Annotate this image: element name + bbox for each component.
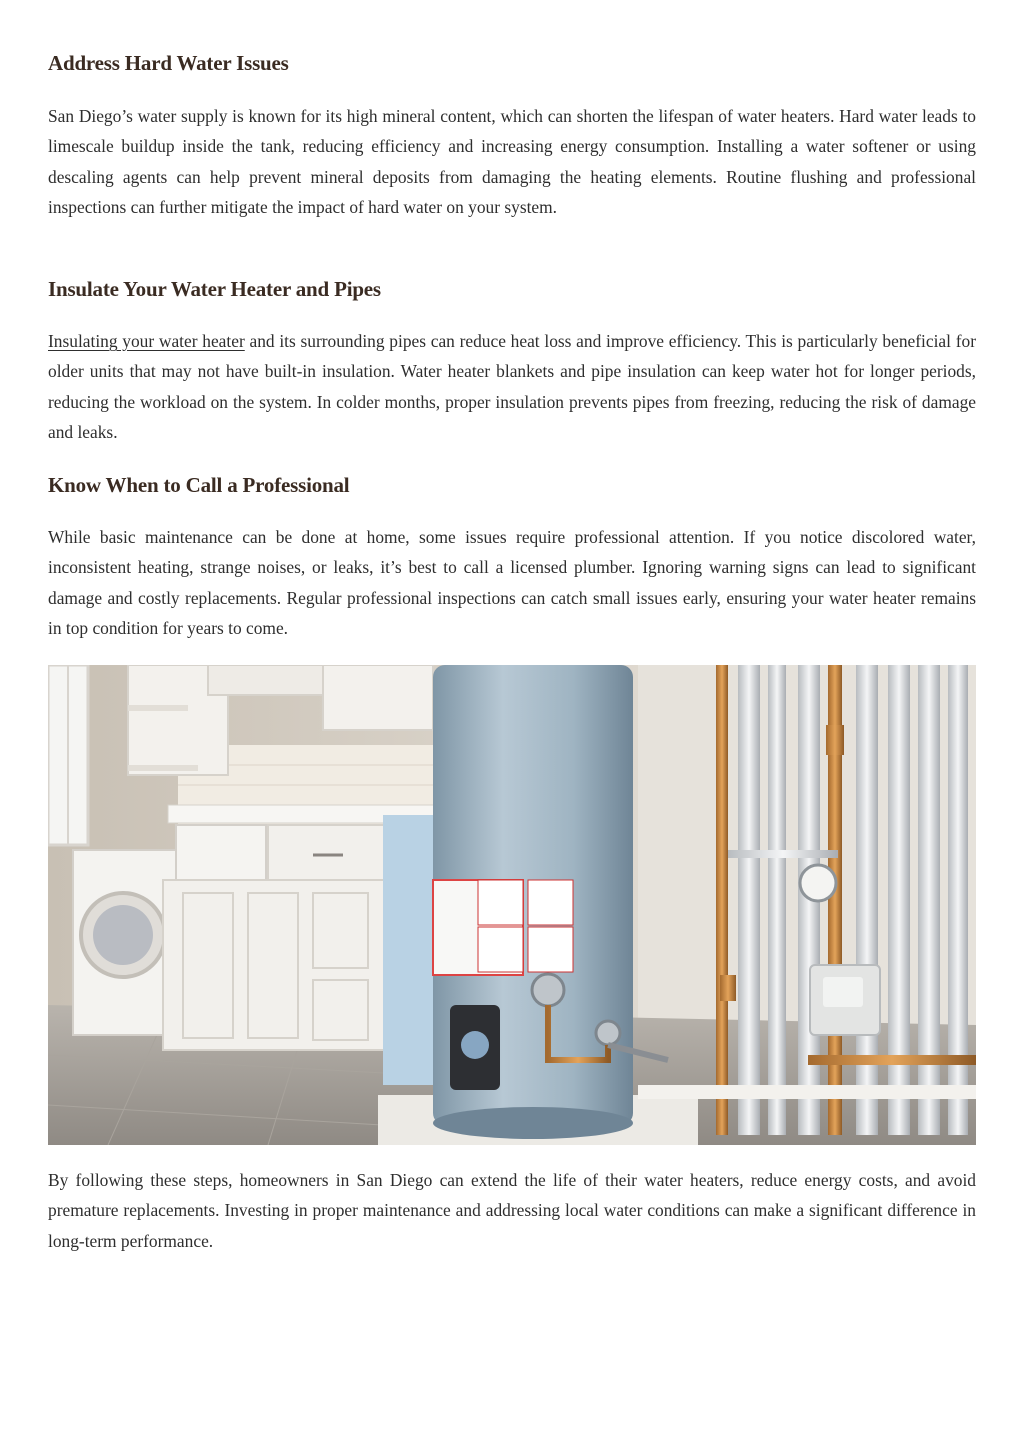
- warning-label-right: [528, 880, 573, 925]
- heading-insulate: Insulate Your Water Heater and Pipes: [48, 277, 381, 301]
- heading-call-professional: Know When to Call a Professional: [48, 473, 350, 497]
- insulating-water-heater-link[interactable]: Insulating your water heater: [48, 331, 245, 351]
- pvc-pipe-1: [738, 665, 760, 1135]
- conclusion-paragraph: By following these steps, homeowners in San Diego can extend the life of their water heaters, reduce energy costs, and avoid premature replacements. Investing in proper maintenance and addressing local water conditions can make a significant difference in long-term performance.: [48, 1170, 976, 1251]
- paragraph-hard-water: San Diego’s water supply is known for its high mineral content, which can shorten the lifespan of water heaters. Hard water leads to limescale buildup inside the tank, reducing efficiency and increasing energy consumption. Installing a water softener or using descaling agents can help prevent mineral deposits from damaging the heating elements. Routine flushing and professional inspections can further mitigate the impact of hard water on your system.: [48, 106, 976, 217]
- paragraph-insulate-text: and its surrounding pipes can reduce heat loss and improve efficiency. This is particularly beneficial for older units that may not have built-in insulation. Water heater blankets and pipe insulation can keep water hot for longer periods, reducing the workload on the system. In colder months, proper insulation prevents pipes from freezing, reducing the risk of damage and leaks.: [48, 331, 976, 442]
- heading-hard-water: Address Hard Water Issues: [48, 51, 289, 75]
- water-heater-illustration: [48, 665, 976, 1145]
- pvc-pipe-2: [768, 665, 786, 1135]
- copper-pipe-wall: [716, 665, 728, 1135]
- range-hood: [208, 665, 328, 695]
- farmhouse-sink: [176, 825, 266, 880]
- upper-cabinet-right: [323, 665, 433, 730]
- water-heater-photo: [48, 665, 976, 1145]
- pressure-valve: [532, 974, 564, 1006]
- paragraph-call-professional: While basic maintenance can be done at home, some issues require professional attention. If you notice discolored water, inconsistent heating, strange noises, or leaks, it’s best to call a licensed plumber. Ignoring warning signs can lead to significant damage and costly replacements. Regular professional inspections can catch small issues early, ensuring your water heater remains in top condition for years to come.: [48, 527, 976, 638]
- pressure-gauge: [800, 865, 836, 901]
- paragraph-insulate: [48, 326, 976, 447]
